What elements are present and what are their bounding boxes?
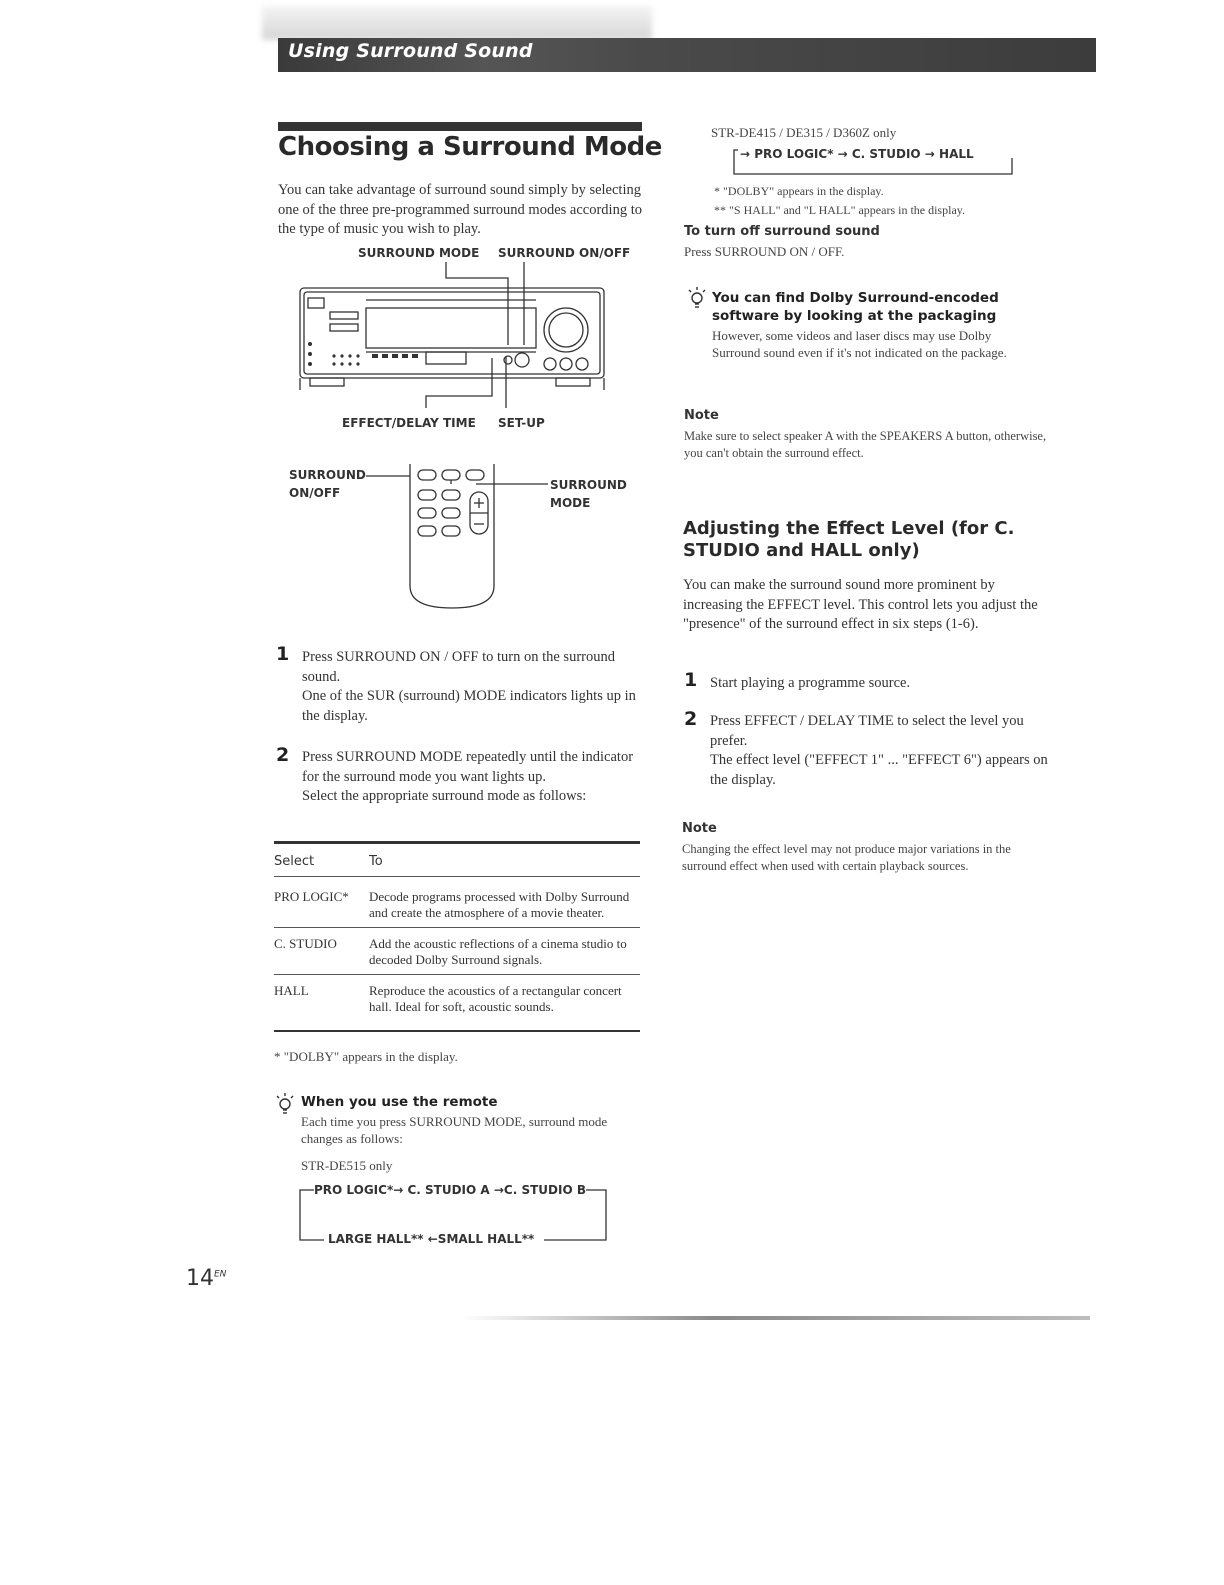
right-footnote-1: * "DOLBY" appears in the display. — [714, 184, 884, 198]
label-effect-delay: EFFECT/DELAY TIME — [342, 416, 476, 430]
table-cell-to: Add the acoustic reflections of a cinema studio to decoded Dolby Surround signals. — [369, 928, 640, 975]
effect-step-2-main: Press EFFECT / DELAY TIME to select the level you prefer. — [710, 713, 1024, 749]
note-2-body: Changing the effect level may not produce major variations in the surround effect when used with certain playback sources. — [682, 842, 1011, 873]
flow-de515-bottom: LARGE HALL** ←SMALL HALL** — [328, 1232, 535, 1246]
label-remote-surround-mode-2: MODE — [550, 496, 591, 510]
turnoff-body: Press SURROUND ON / OFF. — [684, 244, 845, 259]
remote-illustration — [366, 458, 550, 614]
step-2-sub: Select the appropriate surround mode as follows: — [302, 788, 587, 804]
step-2-text — [302, 748, 642, 807]
tip-dolby-head: You can find Dolby Surround-encoded software by looking at the packaging — [712, 290, 999, 324]
step-2-number: 2 — [276, 744, 290, 766]
header-title: Using Surround Sound — [288, 40, 533, 62]
step-1-sub: One of the SUR (surround) MODE indicators lights up in the display. — [302, 688, 636, 724]
effect-step-1-text: Start playing a programme source. — [710, 675, 911, 691]
table-header-to: To — [369, 854, 383, 869]
right-model: STR-DE415 / DE315 / D360Z only — [711, 125, 897, 140]
table-bottom-rule — [274, 1030, 640, 1032]
step-1-main: Press SURROUND ON / OFF to turn on the surround sound. — [302, 649, 615, 685]
page-number-value: 14 — [186, 1266, 214, 1291]
label-remote-surround-mode-1: SURROUND — [550, 478, 627, 492]
table-cell-to: Reproduce the acoustics of a rectangular concert hall. Ideal for soft, acoustic sounds. — [369, 975, 640, 1022]
note-1-body: Make sure to select speaker A with the SPEAKERS A button, otherwise, you can't obtain the surround effect. — [684, 429, 1047, 460]
label-remote-surround-onoff-2: ON/OFF — [289, 486, 341, 500]
tip-dolby-body: However, some videos and laser discs may use Dolby Surround sound even if it's not indicated on the package. — [712, 328, 1007, 360]
page-number — [186, 1266, 226, 1291]
tip-remote-head: When you use the remote — [301, 1094, 498, 1110]
tip-remote-body: Each time you press SURROUND MODE, surround mode changes as follows: — [301, 1114, 608, 1146]
lightbulb-icon — [274, 1092, 296, 1116]
flow-de515-top: PRO LOGIC*→ C. STUDIO A →C. STUDIO B — [314, 1183, 586, 1197]
step-1-number: 1 — [276, 643, 290, 665]
table-cell-to: Decode programs processed with Dolby Surround and create the atmosphere of a movie theater. — [369, 877, 640, 928]
step-1-text — [302, 648, 642, 726]
table-header-select: Select — [274, 854, 315, 869]
effect-step-1-number: 1 — [684, 669, 698, 691]
section-title: Choosing a Surround Mode — [278, 132, 662, 162]
label-setup: SET-UP — [498, 416, 545, 430]
turnoff-head: To turn off surround sound — [684, 224, 880, 239]
lightbulb-icon — [686, 286, 708, 310]
header-shadow — [262, 6, 652, 40]
mode-table — [274, 846, 640, 1021]
effect-step-2-sub: The effect level ("EFFECT 1" ... "EFFECT 6") appears on the display. — [710, 752, 1048, 788]
effect-step-2-number: 2 — [684, 708, 698, 730]
table-cell-select: PRO LOGIC* — [274, 877, 369, 928]
footnote-dolby: * "DOLBY" appears in the display. — [274, 1049, 458, 1064]
step-2-main: Press SURROUND MODE repeatedly until the indicator for the surround mode you want lights up. — [302, 749, 634, 785]
effect-step-2-text — [710, 712, 1050, 790]
section-intro: You can take advantage of surround sound simply by selecting one of the three pre-programmed surround modes according to the type of music you wish to play. — [278, 182, 642, 237]
table-header-row — [274, 846, 640, 877]
label-surround-onoff: SURROUND ON/OFF — [498, 246, 631, 260]
table-row — [274, 877, 640, 928]
page-number-suffix: EN — [214, 1269, 227, 1280]
effect-section-intro: You can make the surround sound more prominent by increasing the EFFECT level. This control lets you adjust the "presence" of the surround effect in six steps (1-6). — [683, 577, 1038, 632]
note-1-head: Note — [684, 408, 719, 423]
table-cell-select: C. STUDIO — [274, 928, 369, 975]
table-cell-select: HALL — [274, 975, 369, 1022]
tip-remote-model: STR-DE515 only — [301, 1158, 393, 1173]
right-footnote-2: ** "S HALL" and "L HALL" appears in the display. — [714, 203, 965, 217]
table-top-rule — [274, 841, 640, 844]
table-row — [274, 975, 640, 1022]
label-surround-mode: SURROUND MODE — [358, 246, 480, 260]
note-2-head: Note — [682, 821, 717, 836]
receiver-illustration — [296, 260, 628, 410]
section-rule — [278, 122, 642, 131]
label-remote-surround-onoff-1: SURROUND — [289, 468, 366, 482]
table-row — [274, 928, 640, 975]
bottom-rule — [462, 1316, 1090, 1320]
effect-section-title: Adjusting the Effect Level (for C. STUDIO and HALL only) — [683, 518, 1015, 561]
flow-de415: → PRO LOGIC* → C. STUDIO → HALL — [740, 147, 974, 161]
